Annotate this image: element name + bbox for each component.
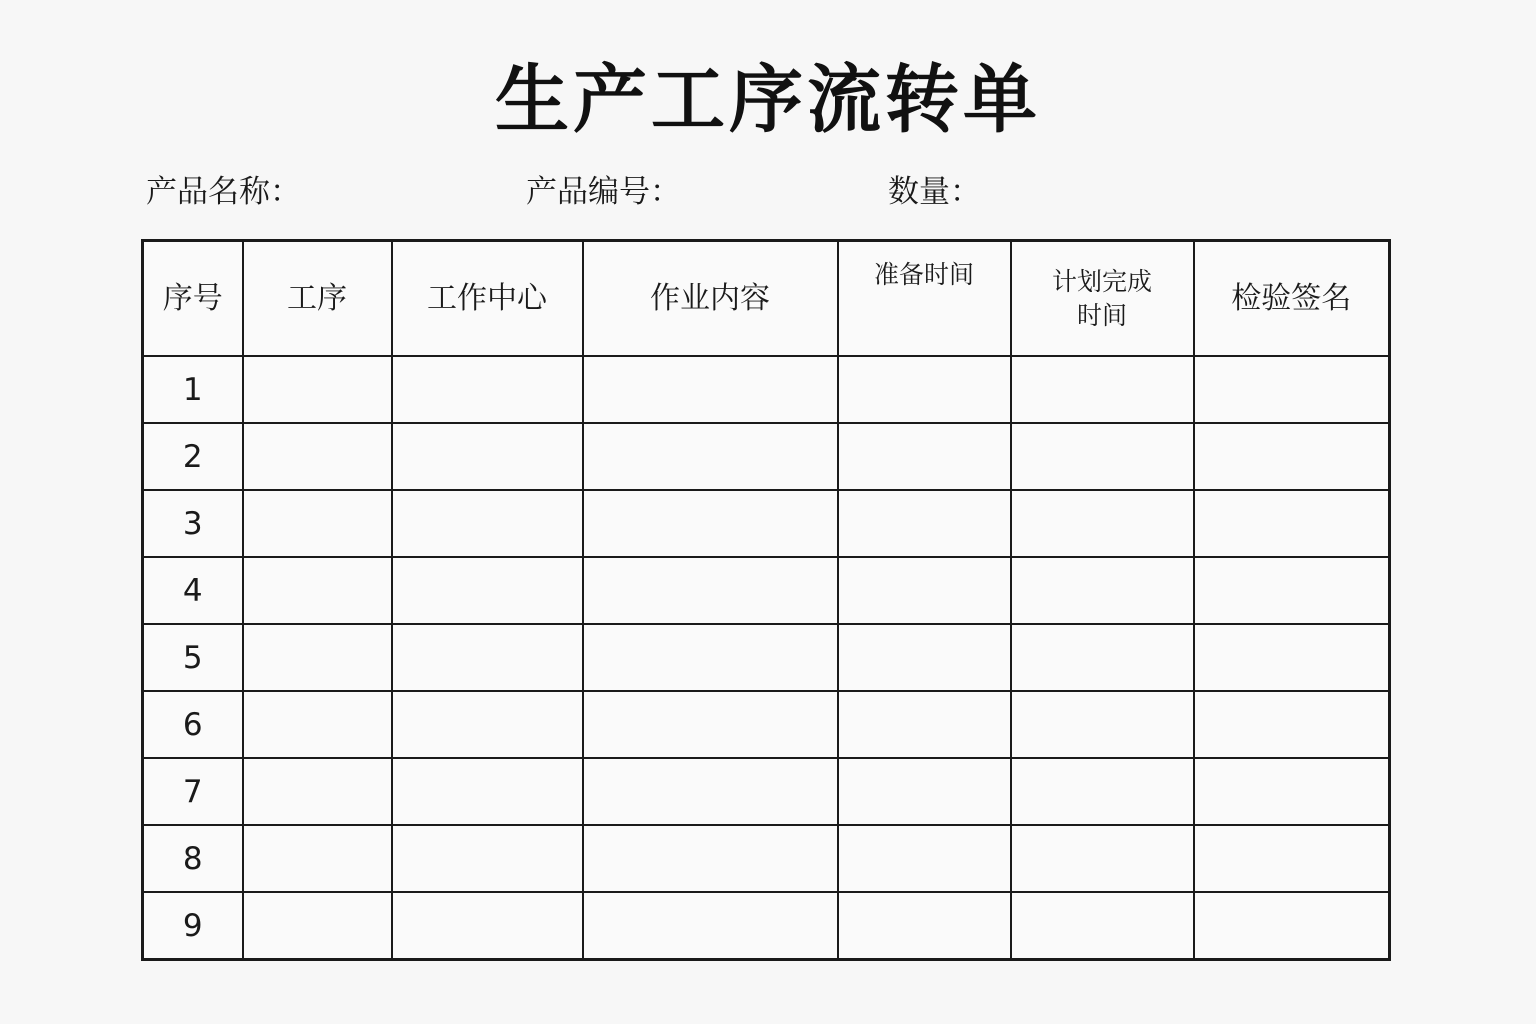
row-seq: 9 <box>143 892 243 960</box>
header-seq: 序号 <box>143 241 243 357</box>
cell-process[interactable] <box>243 892 392 960</box>
table-row <box>143 423 1390 490</box>
cell-inspection[interactable] <box>1194 825 1390 892</box>
cell-job-content[interactable] <box>583 423 838 490</box>
table-row <box>143 356 1390 423</box>
cell-job-content[interactable] <box>583 691 838 758</box>
cell-planned-time[interactable] <box>1011 557 1194 624</box>
header-prep-time: 准备时间 <box>838 241 1011 357</box>
cell-work-center[interactable] <box>392 423 583 490</box>
cell-inspection[interactable] <box>1194 892 1390 960</box>
cell-process[interactable] <box>243 825 392 892</box>
cell-work-center[interactable] <box>392 624 583 691</box>
cell-work-center[interactable] <box>392 557 583 624</box>
cell-planned-time[interactable] <box>1011 624 1194 691</box>
cell-prep-time[interactable] <box>838 423 1011 490</box>
cell-prep-time[interactable] <box>838 557 1011 624</box>
cell-inspection[interactable] <box>1194 691 1390 758</box>
quantity-label: 数量： <box>888 174 981 210</box>
table-header-row <box>143 241 1390 357</box>
cell-inspection[interactable] <box>1194 490 1390 557</box>
cell-job-content[interactable] <box>583 892 838 960</box>
cell-job-content[interactable] <box>583 356 838 423</box>
cell-process[interactable] <box>243 490 392 557</box>
header-process: 工序 <box>243 241 392 357</box>
cell-prep-time[interactable] <box>838 825 1011 892</box>
header-planned-time <box>1011 241 1194 357</box>
cell-process[interactable] <box>243 356 392 423</box>
cell-prep-time[interactable] <box>838 758 1011 825</box>
cell-job-content[interactable] <box>583 557 838 624</box>
cell-planned-time[interactable] <box>1011 892 1194 960</box>
cell-job-content[interactable] <box>583 758 838 825</box>
header-planned-time-line1: 计划完成 <box>1051 266 1152 296</box>
cell-planned-time[interactable] <box>1011 758 1194 825</box>
cell-planned-time[interactable] <box>1011 825 1194 892</box>
row-seq: 5 <box>143 624 243 691</box>
row-seq: 8 <box>143 825 243 892</box>
cell-work-center[interactable] <box>392 356 583 423</box>
table-row <box>143 691 1390 758</box>
cell-process[interactable] <box>243 691 392 758</box>
cell-work-center[interactable] <box>392 691 583 758</box>
product-code-label: 产品编号： <box>526 174 681 210</box>
cell-work-center[interactable] <box>392 892 583 960</box>
product-name-label: 产品名称： <box>146 174 301 210</box>
header-work-center: 工作中心 <box>392 241 583 357</box>
cell-process[interactable] <box>243 423 392 490</box>
row-seq: 4 <box>143 557 243 624</box>
row-seq: 6 <box>143 691 243 758</box>
cell-process[interactable] <box>243 557 392 624</box>
cell-inspection[interactable] <box>1194 356 1390 423</box>
cell-inspection[interactable] <box>1194 758 1390 825</box>
table-row <box>143 557 1390 624</box>
cell-planned-time[interactable] <box>1011 356 1194 423</box>
cell-inspection[interactable] <box>1194 624 1390 691</box>
table-row <box>143 758 1390 825</box>
row-seq: 7 <box>143 758 243 825</box>
cell-process[interactable] <box>243 624 392 691</box>
process-table <box>141 239 1391 961</box>
cell-prep-time[interactable] <box>838 691 1011 758</box>
cell-prep-time[interactable] <box>838 356 1011 423</box>
cell-job-content[interactable] <box>583 624 838 691</box>
cell-job-content[interactable] <box>583 490 838 557</box>
header-planned-time-line2: 时间 <box>1076 300 1127 330</box>
cell-inspection[interactable] <box>1194 423 1390 490</box>
table-row <box>143 624 1390 691</box>
cell-prep-time[interactable] <box>838 892 1011 960</box>
table-row <box>143 490 1390 557</box>
cell-prep-time[interactable] <box>838 624 1011 691</box>
row-seq: 1 <box>143 356 243 423</box>
header-job-content: 作业内容 <box>583 241 838 357</box>
cell-prep-time[interactable] <box>838 490 1011 557</box>
cell-work-center[interactable] <box>392 758 583 825</box>
row-seq: 2 <box>143 423 243 490</box>
cell-planned-time[interactable] <box>1011 490 1194 557</box>
cell-job-content[interactable] <box>583 825 838 892</box>
header-inspection: 检验签名 <box>1194 241 1390 357</box>
cell-work-center[interactable] <box>392 825 583 892</box>
row-seq: 3 <box>143 490 243 557</box>
form-title: 生产工序流转单 <box>495 57 1041 143</box>
cell-planned-time[interactable] <box>1011 691 1194 758</box>
cell-inspection[interactable] <box>1194 557 1390 624</box>
table-row <box>143 892 1390 960</box>
cell-work-center[interactable] <box>392 490 583 557</box>
cell-planned-time[interactable] <box>1011 423 1194 490</box>
table-row <box>143 825 1390 892</box>
cell-process[interactable] <box>243 758 392 825</box>
